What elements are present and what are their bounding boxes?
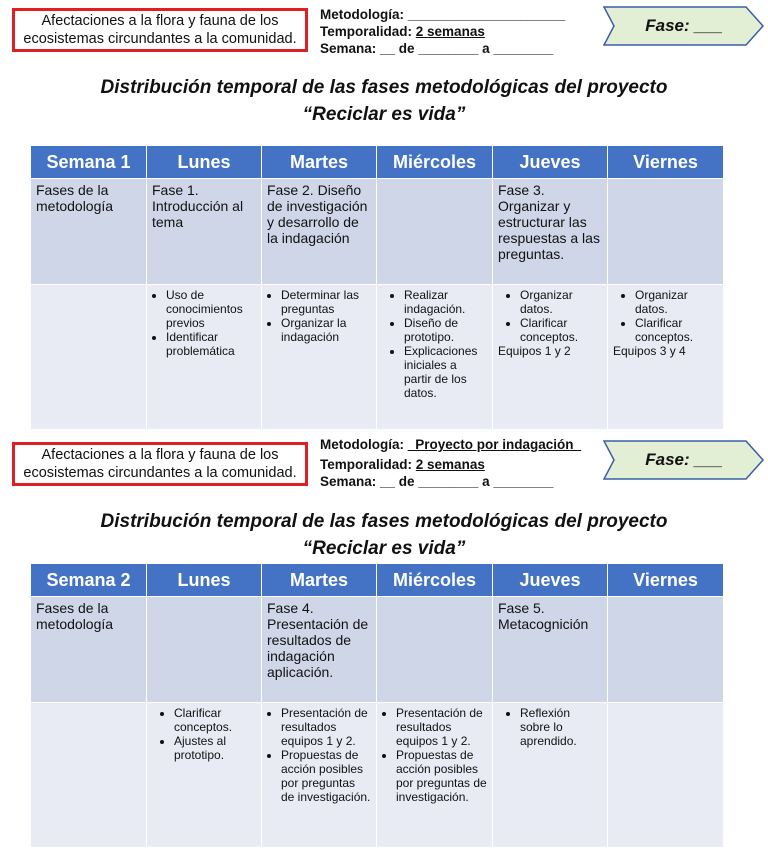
header-lunes: Lunes: [147, 146, 262, 179]
header-miercoles: Miércoles: [377, 564, 493, 597]
cell-lunes-activities: [147, 703, 262, 848]
cell-empty: [31, 703, 147, 848]
cell-viernes-phase: [608, 597, 724, 703]
cell-viernes-activities: [608, 285, 724, 430]
fase-tag-label: Fase: ___: [645, 450, 723, 469]
topic-box: [12, 8, 308, 52]
cell-lunes-phase: [147, 597, 262, 703]
header-week: Semana 1: [31, 146, 147, 179]
cell-jueves-activities: [493, 285, 608, 430]
header-martes: Martes: [262, 146, 377, 179]
table-row-phases: [31, 597, 724, 703]
cell-lunes-activities: [147, 285, 262, 430]
cell-phase-label: Fases de la metodología: [31, 179, 147, 285]
header-lunes: Lunes: [147, 564, 262, 597]
cell-jueves-activities: [493, 703, 608, 848]
list-item: • Reflexión sobre lo aprendido.: [520, 706, 602, 748]
cell-miercoles-phase: [377, 179, 493, 285]
list-item: • Ajustes al prototipo.: [174, 734, 256, 762]
sheet-1: [0, 0, 768, 432]
header-jueves: Jueves: [493, 564, 608, 597]
metodologia-line: Metodología: _____________________: [320, 7, 566, 22]
cell-miercoles-activities: [377, 703, 493, 848]
table-row-phases: [31, 179, 724, 285]
fase-tag: [603, 440, 765, 480]
cell-martes-activities: [262, 703, 377, 848]
meta-info: [320, 436, 581, 490]
table-header-row: [31, 564, 724, 597]
list-item: • Diseño de prototipo.: [404, 316, 487, 344]
cell-phase-label: Fases de la metodología: [31, 597, 147, 703]
list-item: • Clarificar conceptos.: [174, 706, 256, 734]
cell-viernes-activities: [608, 703, 724, 848]
list-item: • Organizar datos.: [635, 288, 718, 316]
list-item: • Organizar la indagación: [281, 316, 371, 344]
list-item: • Presentación de resultados equipos 1 y 2.: [396, 706, 487, 748]
cell-lunes-phase: Fase 1. Introducción al tema: [147, 179, 262, 285]
page-title: Distribución temporal de las fases metodológicas del proyecto “Reciclar es vida”: [100, 77, 668, 125]
header-viernes: Viernes: [608, 146, 724, 179]
table-header-row: [31, 146, 724, 179]
cell-miercoles-phase: [377, 597, 493, 703]
semana-line: Semana: __ de ________ a ________: [320, 474, 554, 489]
semana-line: Semana: __ de ________ a ________: [320, 41, 554, 56]
fase-tag: [603, 6, 765, 46]
cell-martes-phase: Fase 4. Presentación de resultados de indagación aplicación.: [262, 597, 377, 703]
list-item: • Organizar datos.: [520, 288, 602, 316]
schedule-table-week-2: [30, 563, 724, 848]
topic-text: Afectaciones a la flora y fauna de los ecosistemas circundantes a la comunidad.: [23, 447, 297, 481]
list-item: • Uso de conocimientos previos: [166, 288, 256, 330]
header-viernes: Viernes: [608, 564, 724, 597]
metodologia-line: Metodología: _Proyecto por indagación_: [320, 437, 582, 452]
list-item: • Realizar indagación.: [404, 288, 487, 316]
topic-box: [12, 442, 308, 486]
table-row-activities: [31, 285, 724, 430]
cell-viernes-phase: [608, 179, 724, 285]
cell-martes-phase: Fase 2. Diseño de investigación y desarrollo de la indagación: [262, 179, 377, 285]
cell-jueves-phase: Fase 5. Metacognición: [493, 597, 608, 703]
cell-jueves-phase: Fase 3. Organizar y estructurar las respuestas a las preguntas.: [493, 179, 608, 285]
list-item: • Clarificar conceptos.: [520, 316, 602, 344]
team-note: Equipos 1 y 2: [498, 344, 571, 358]
page-title: Distribución temporal de las fases metodológicas del proyecto “Reciclar es vida”: [100, 511, 668, 559]
header-miercoles: Miércoles: [377, 146, 493, 179]
sheet-2: [0, 434, 768, 866]
schedule-table-week-1: [30, 145, 724, 430]
list-item: • Presentación de resultados equipos 1 y 2.: [281, 706, 371, 748]
temporalidad-line: Temporalidad: 2 semanas: [320, 457, 485, 472]
list-item: • Determinar las preguntas: [281, 288, 371, 316]
header-week: Semana 2: [31, 564, 147, 597]
list-item: • Identificar problemática: [166, 330, 256, 358]
list-item: • Explicaciones iniciales a partir de los datos.: [404, 344, 487, 400]
cell-martes-activities: [262, 285, 377, 430]
list-item: • Propuestas de acción posibles por preguntas de investigación.: [396, 748, 487, 804]
topic-text: Afectaciones a la flora y fauna de los ecosistemas circundantes a la comunidad.: [23, 13, 297, 47]
cell-empty: [31, 285, 147, 430]
fase-tag-label: Fase: ___: [645, 16, 723, 35]
header-jueves: Jueves: [493, 146, 608, 179]
list-item: • Propuestas de acción posibles por preguntas de investigación.: [281, 748, 371, 804]
cell-miercoles-activities: [377, 285, 493, 430]
team-note: Equipos 3 y 4: [613, 344, 686, 358]
table-row-activities: [31, 703, 724, 848]
header-martes: Martes: [262, 564, 377, 597]
list-item: • Clarificar conceptos.: [635, 316, 718, 344]
temporalidad-line: Temporalidad: 2 semanas: [320, 24, 485, 39]
meta-info: [320, 6, 565, 57]
